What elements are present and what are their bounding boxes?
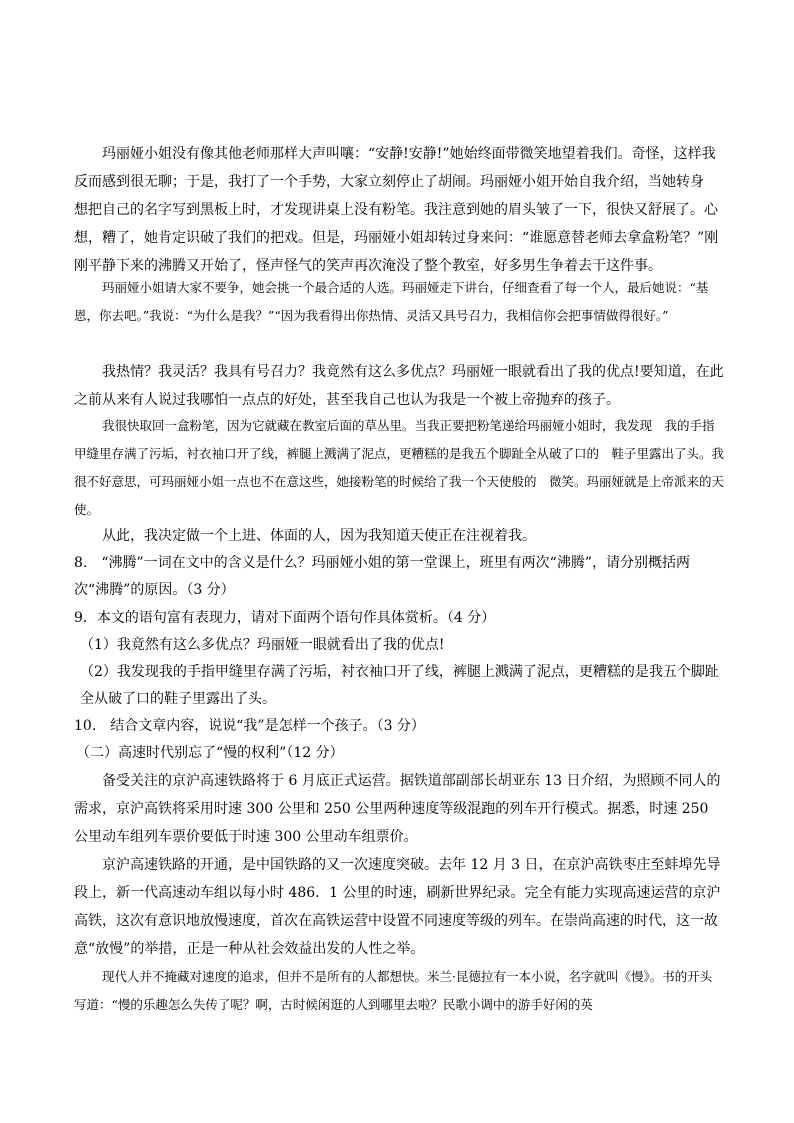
question-text: 9．本文的语句富有表现力，请对下面两个语句作具体赏析。（4 分） [74,610,496,626]
section-2-paragraph-2 [74,851,732,963]
paragraph-1 [74,140,724,280]
question-10 [74,713,724,740]
question-text: 10. 结合文章内容，说说“我”是怎样一个孩子。（3 分） [74,718,425,734]
paragraph-text: 玛丽娅小姐请大家不要争，她会挑一个最合适的人选。玛丽娅走下讲台，仔细查看了每一个人，最后她说：“基恩，你去吧。”我说：“为什么是我？”“因为我看得出你热情、灵活又具号召力，我相信你会把事情做得很好。” [74,280,709,323]
question-9 [74,605,724,632]
section-2-paragraph-1 [74,767,724,851]
paragraph-5 [74,522,724,550]
section-heading: （二）高速时代别忘了“慢的权利”（12 分） [76,745,344,761]
paragraph-2 [74,274,724,330]
question-8 [74,550,724,604]
paragraph-text: 备受关注的京沪高速铁路将于 6 月底正式运营。据铁道部副部长胡亚东 13 日介绍，为照顾不同人的需求，京沪高铁将采用时速 300 公里和 250 公里两种速度等级混跑的列车开行模式。据悉，时速 250 公里动车组列车票价要低于时速 300 公里动车组票价。 [74,773,721,845]
paragraph-text: 从此，我决定做一个上进、体面的人，因为我知道天使正在注视着我。 [102,528,536,544]
paragraph-text: 我热情？我灵活？我具有号召力？我竟然有这么多优点？玛丽娅一眼就看出了我的优点!要知道，在此之前从来有人说过我哪怕一点点的好处，甚至我自己也认为我是一个被上帝抛弃的孩子。 [74,364,724,408]
section-2-paragraph-3 [74,963,724,1019]
question-text: （2）我发现我的手指甲缝里存满了污垢，衬衣袖口开了线，裤腿上溅满了泥点，更糟糕的是我五个脚趾全从破了口的鞋子里露出了头。 [80,664,719,707]
paragraph-4 [74,412,724,524]
paragraph-text: 玛丽娅小姐没有像其他老师那样大声叫嚷：“安静!安静!”她始终面带微笑地望着我们。奇怪，这样我反而感到很无聊；于是，我打了一个手势，大家立刻停止了胡闹。玛丽娅小姐开始自我介绍，当她转身 想把自己的名字写到黑板上时，才发现讲桌上没有粉笔。我注意到她的眉头皱了一下，很快又舒展了。心想，糟了，她肯定识破了我们的把戏。但是，玛丽娅小姐却转过身来问：“谁愿意替老师去拿盒粉笔？”刚刚平静下来的沸腾又开始了，怪声怪气的笑声再次淹没了整个教室，好多男生争着去干这件事。 [74,146,719,274]
section-2-heading [76,740,726,767]
question-text: （1）我竟然有这么多优点？玛丽娅一眼就看出了我的优点! [80,637,445,653]
paragraph-text: 我很快取回一盒粉笔，因为它就藏在教室后面的草丛里。当我正要把粉笔递给玛丽娅小姐时，我发现 我的手指甲缝里存满了污垢，衬衣袖口开了线，裤腿上溅满了泥点，更糟糕的是我五个脚趾全从破了口的 鞋子里露出了头。我很不好意思，可玛丽娅小姐一点也不在意这些，她接粉笔的时候给了我一个天使般的 微笑。玛丽娅就是上帝派来的天使。 [74,418,725,517]
question-9-item-1 [74,632,730,659]
paragraph-text: 京沪高速铁路的开通，是中国铁路的又一次速度突破。去年 12 月 3 日，在京沪高铁枣庄至蚌埠先导段上，新一代高速动车组以每小时 486．1 公里的时速，刷新世界纪录。完全有能力实现高速运营的京沪高铁，这次有意识地放慢速度，首次在高铁运营中设置不同速度等级的列车。在崇尚高速的时代，这一故 意“放慢”的举措，正是一种从社会效益出发的人性之举。 [74,857,732,957]
paragraph-3 [74,358,724,414]
question-9-item-2 [74,659,730,713]
paragraph-text: 现代人并不掩藏对速度的追求，但并不是所有的人都想快。米兰·昆德拉有一本小说，名字就叫《慢》。书的开头写道：“慢的乐趣怎么失传了呢？啊，古时候闲逛的人到哪里去啦？民歌小调中的游手好闲的英 [74,969,713,1012]
question-text: 8. “沸腾”一词在文中的含义是什么？玛丽娅小姐的第一堂课上，班里有两次“沸腾”，请分别概括两次“沸腾”的原因。（3 分） [74,555,690,598]
